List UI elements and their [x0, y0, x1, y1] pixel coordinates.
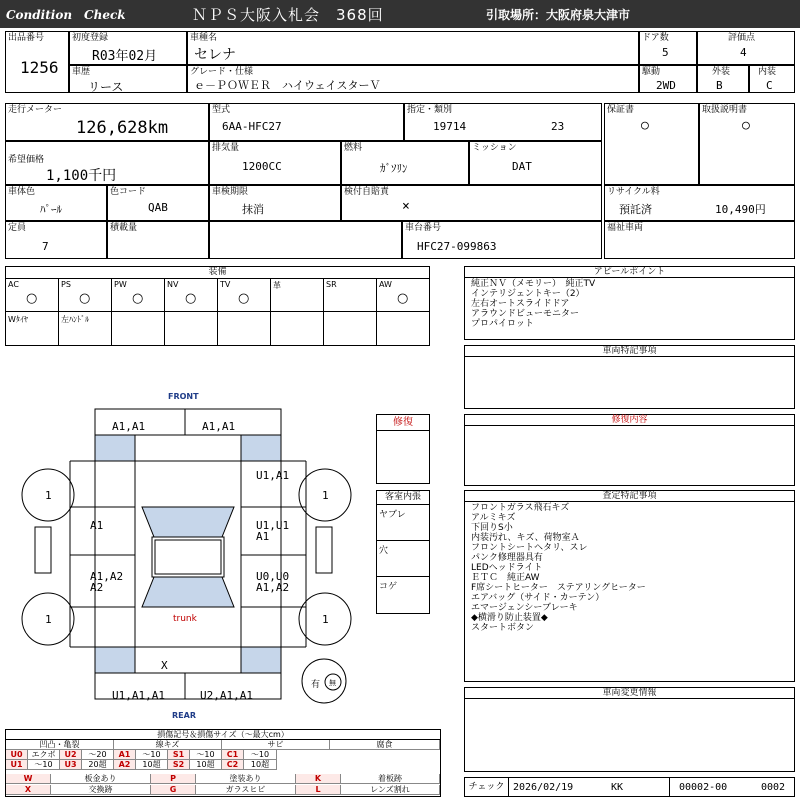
- panel-shade: [95, 435, 135, 461]
- changes-title: 車両変更情報: [465, 688, 794, 699]
- equipment-mark: ○: [185, 291, 197, 306]
- lot-number-cell: [5, 31, 69, 93]
- equipment-mark: ○: [238, 291, 250, 306]
- legend-panel: [5, 729, 441, 797]
- legend-desc: ～10: [190, 750, 222, 760]
- manual-cell: [699, 103, 795, 185]
- inspection-expiry: 抹消: [242, 203, 264, 216]
- equipment-code: PW: [114, 280, 127, 289]
- cabin-item-cell: [377, 505, 429, 541]
- recycle-cell: [604, 185, 795, 221]
- roof: [152, 537, 224, 577]
- equipment-title: 装備: [6, 267, 429, 279]
- interior-label: 内装: [758, 67, 777, 77]
- equipment-cell: [5, 278, 59, 312]
- load-label: 積載量: [110, 223, 138, 233]
- inspection-note-line: LEDヘッドライト: [471, 563, 543, 573]
- legend-code: U2: [60, 750, 82, 760]
- spare-tire-sub: 無: [329, 679, 336, 687]
- legend-header: 腐食: [330, 740, 440, 750]
- legend-desc: 10超: [244, 760, 277, 770]
- inspection-note-line: ◆横滑り防止装置◆: [471, 613, 548, 623]
- damage-mark: U0,U0: [256, 570, 290, 583]
- legend-desc: 10超: [190, 760, 222, 770]
- legend-code: A2: [114, 760, 136, 770]
- history-label: 車歴: [72, 67, 91, 77]
- inspection-note-line: エアバッグ（サイド・カーテン）: [471, 593, 605, 603]
- inspection-note-line: スタートボタン: [471, 623, 535, 633]
- fuel-label: 燃料: [344, 143, 363, 153]
- changes-panel: [464, 687, 795, 772]
- mileage-label: 走行メーター: [8, 105, 63, 115]
- insurance-mark: ×: [402, 199, 410, 214]
- wheel-mark: 1: [322, 613, 329, 626]
- legend-code: G: [151, 785, 196, 795]
- equipment-code: 革: [273, 281, 281, 290]
- damage-mark: A1: [90, 519, 104, 532]
- welfare-label: 福祉車両: [607, 223, 644, 233]
- check-label: チェック: [465, 778, 509, 796]
- color-code-cell: [107, 185, 209, 221]
- mission-label: ミッション: [472, 143, 517, 153]
- equipment-extra: Wﾀｲﾔ: [8, 315, 28, 324]
- capacity-label: 定員: [8, 223, 27, 233]
- auction-title: ＮＰＳ大阪入札会 368回: [192, 6, 384, 24]
- equipment-extra-cell: [217, 311, 271, 346]
- chassis-number: HFC27-099863: [417, 240, 497, 253]
- appeal-panel: [464, 266, 795, 340]
- grade-label: グレード・仕様: [190, 67, 254, 77]
- cabin-item-cell: [377, 577, 429, 613]
- equipment-code: PS: [61, 280, 71, 289]
- condition-check-title: Condition Check: [6, 8, 126, 22]
- exterior-cell: [697, 65, 749, 93]
- rear-label: REAR: [172, 711, 196, 720]
- equipment-extra-cell: [164, 311, 218, 346]
- appeal-line: アラウンドビューモニター: [471, 309, 580, 319]
- model-cell: [209, 103, 404, 141]
- lot-number: 1256: [20, 58, 59, 77]
- designation-number: 19714: [433, 120, 467, 133]
- body-color-label: 車体色: [8, 187, 36, 197]
- recycle-status: 預託済: [619, 203, 652, 216]
- drive: 2WD: [656, 79, 676, 92]
- equipment-code: SR: [326, 280, 337, 289]
- equipment-mark: ○: [79, 291, 91, 306]
- score: 4: [740, 46, 747, 59]
- inspection-note-line: アルミキズ: [471, 513, 516, 523]
- legend-header: サビ: [222, 740, 330, 750]
- check-code: 00002-00: [679, 782, 728, 793]
- fuel-cell: [341, 141, 469, 185]
- check-staff: KK: [611, 782, 624, 793]
- recycle-label: リサイクル料: [607, 187, 660, 197]
- chassis-label: 車台番号: [405, 223, 442, 233]
- rear-window-shade: [142, 577, 234, 607]
- check-number: 0002: [761, 782, 786, 793]
- doors-cell: [639, 31, 697, 65]
- inspection-note-line: エマージェンシーブレーキ: [471, 603, 578, 613]
- appeal-lines: [471, 279, 595, 329]
- windshield-shade: [142, 507, 234, 537]
- drive-cell: [639, 65, 697, 93]
- wheel-mark: 1: [45, 489, 52, 502]
- equipment-cell: [111, 278, 165, 312]
- category-number: 23: [551, 120, 565, 133]
- appeal-line: 左右オートスライドドア: [471, 299, 570, 309]
- warranty-cell: [604, 103, 699, 185]
- legend-header: 線キズ: [114, 740, 222, 750]
- panel-shade: [241, 647, 281, 673]
- cabin-title: 客室内張: [377, 491, 429, 505]
- header-bar: [0, 0, 800, 28]
- appeal-line: プロパイロット: [471, 319, 534, 329]
- check-date: 2026/02/19: [513, 782, 574, 793]
- mileage-cell: [5, 103, 209, 141]
- warranty-label: 保証書: [607, 105, 635, 115]
- legend-desc: 交換跡: [51, 785, 151, 795]
- grade: ｅ－ＰＯＷＥＲ ハイウェイスターＶ: [194, 79, 381, 92]
- equipment-code: NV: [167, 280, 179, 289]
- history: リース: [88, 80, 124, 94]
- trunk-label: trunk: [173, 614, 197, 624]
- special-title: 車両特記事項: [465, 346, 794, 357]
- equipment-extra-cell: [270, 311, 324, 346]
- damage-mark: A2: [90, 581, 104, 594]
- capacity-cell: [5, 221, 107, 259]
- spare-tire: [302, 659, 346, 703]
- equipment-cell: [376, 278, 430, 312]
- interior-cell: [749, 65, 795, 93]
- damage-mark: A1: [256, 530, 270, 543]
- cabin-item: ヤブレ: [379, 510, 406, 520]
- equipment-code: AW: [379, 280, 392, 289]
- appeal-line: インテリジェントキー（2）: [471, 289, 585, 299]
- legend-code: C1: [222, 750, 244, 760]
- interior-grade: C: [766, 79, 773, 92]
- lot-number-label: 出品番号: [8, 33, 45, 43]
- exterior-label: 外装: [712, 67, 731, 77]
- displacement-label: 排気量: [212, 143, 240, 153]
- equipment-extra-cell: [58, 311, 112, 346]
- damage-mark: U2,A1,A1: [200, 689, 253, 702]
- insurance-cell: [341, 185, 602, 221]
- damage-mark: U1,A1,A1: [112, 689, 165, 702]
- footer-bar: [464, 777, 795, 797]
- legend-desc: ガラスヒビ: [196, 785, 296, 795]
- damage-mark: U1,A1: [256, 469, 290, 482]
- fuel: ｶﾞｿﾘﾝ: [380, 162, 408, 175]
- welfare-cell: [604, 221, 795, 259]
- first-registration-cell: [69, 31, 187, 65]
- legend-code: S2: [168, 760, 190, 770]
- wheel-mark: 1: [45, 613, 52, 626]
- legend-code: U1: [6, 760, 28, 770]
- legend-code: C2: [222, 760, 244, 770]
- designation-label: 指定・類別: [407, 105, 453, 115]
- legend-code: U3: [60, 760, 82, 770]
- score-cell: [697, 31, 795, 65]
- inspection-note-line: フロントガラス飛石キズ: [471, 503, 570, 513]
- legend-desc: 着板跡: [341, 774, 440, 784]
- legend-code: X: [6, 785, 51, 795]
- price-cell: [5, 141, 209, 185]
- panel-shade: [95, 647, 135, 673]
- inspection-note-line: 内装汚れ、キズ、荷物室Ａ: [471, 533, 580, 543]
- legend-desc: ～20: [82, 750, 114, 760]
- damage-mark: A1,A1: [112, 420, 146, 433]
- legend-desc: 板金あり: [51, 774, 151, 784]
- legend-code: K: [296, 774, 341, 784]
- panel-shade: [241, 435, 281, 461]
- manual-label: 取扱説明書: [702, 105, 748, 115]
- body-color: ﾊﾟｰﾙ: [40, 203, 62, 216]
- wheel-mark: 1: [322, 489, 329, 502]
- equipment-cell: [270, 278, 324, 312]
- mirror-right: [316, 527, 332, 573]
- equipment-cell: [58, 278, 112, 312]
- legend-desc: ～10: [136, 750, 168, 760]
- equipment-cell: [323, 278, 377, 312]
- equipment-extra-cell: [376, 311, 430, 346]
- appeal-line: 純正ＮＶ（メモリー） 純正TV: [471, 279, 596, 289]
- equipment-mark: ○: [26, 291, 38, 306]
- inspection-note-line: フロントシートヘタリ、スレ: [471, 543, 588, 553]
- legend-code: U0: [6, 750, 28, 760]
- inspection-notes-panel: [464, 490, 795, 682]
- mileage: 126,628km: [76, 118, 169, 138]
- appeal-title: アピールポイント: [465, 267, 794, 278]
- legend-code: L: [296, 785, 341, 795]
- legend-desc: ～10: [244, 750, 277, 760]
- legend-desc: エクボ: [28, 750, 60, 760]
- blank-cell: [209, 221, 402, 259]
- price-label: 希望価格: [8, 155, 45, 165]
- equipment-code: AC: [8, 280, 19, 289]
- model-code: 6AA-HFC27: [222, 120, 282, 133]
- price: 1,100千円: [46, 168, 117, 184]
- damage-mark: X: [161, 659, 168, 672]
- pickup-location: 引取場所：大阪府泉大津市: [486, 8, 631, 22]
- legend-code: A1: [114, 750, 136, 760]
- equipment-cell: [217, 278, 271, 312]
- manual-mark: ○: [742, 118, 750, 133]
- legend-desc: 20超: [82, 760, 114, 770]
- insurance-label: 検付自賠責: [344, 187, 390, 197]
- cabin-item: 穴: [379, 546, 389, 556]
- color-code-label: 色コード: [110, 187, 147, 197]
- inspection-note-line: ＥＴＣ 純正AW: [471, 573, 540, 583]
- repair-content-title: 修復内容: [465, 415, 794, 426]
- inspection-note-line: 下回りS小: [471, 523, 513, 533]
- equipment-code: TV: [220, 280, 231, 289]
- damage-mark: A1,A1: [202, 420, 236, 433]
- legend-header: 凹凸・亀裂: [6, 740, 114, 750]
- inspection-cell: [209, 185, 341, 221]
- repair-box: [376, 414, 430, 484]
- damage-mark: A1,A2: [256, 581, 290, 594]
- mission: DAT: [512, 160, 532, 173]
- repair-content-panel: [464, 414, 795, 486]
- body-color-cell: [5, 185, 107, 221]
- recycle-fee: 10,490円: [715, 203, 766, 216]
- equipment-mark: ○: [132, 291, 144, 306]
- score-label: 評価点: [728, 33, 756, 43]
- designation-cell: [404, 103, 602, 141]
- spare-tire-label: 有: [311, 680, 321, 690]
- repair-label: 修復: [377, 415, 429, 431]
- front-label: FRONT: [168, 392, 199, 401]
- grade-cell: [187, 65, 639, 93]
- legend-title: 損傷記号＆損傷サイズ（～最大cm）: [6, 730, 440, 740]
- damage-mark: A1,A2: [90, 570, 124, 583]
- displacement: 1200CC: [242, 160, 282, 173]
- inspection-notes-title: 査定特記事項: [465, 491, 794, 502]
- legend-desc: レンズ割れ: [341, 785, 440, 795]
- equipment-mark: ○: [397, 291, 409, 306]
- inspection-note-line: パンク修理器具有: [471, 553, 543, 563]
- doors-label: ドア数: [642, 33, 669, 43]
- special-panel: [464, 345, 795, 409]
- inspection-label: 車検期限: [212, 187, 249, 197]
- chassis-cell: [402, 221, 602, 259]
- car-name-label: 車種名: [190, 33, 218, 43]
- history-cell: [69, 65, 187, 93]
- car-name-cell: [187, 31, 639, 65]
- equipment-panel: [5, 266, 430, 346]
- inspection-note-line: F席シートヒーター ステアリングヒーター: [471, 583, 646, 593]
- legend-code: W: [6, 774, 51, 784]
- load-cell: [107, 221, 209, 259]
- cabin-item: コゲ: [379, 582, 398, 592]
- exterior-grade: B: [716, 79, 723, 92]
- cabin-item-cell: [377, 541, 429, 577]
- equipment-extra-cell: [5, 311, 59, 346]
- legend-desc: ～10: [28, 760, 60, 770]
- color-code: QAB: [148, 201, 168, 214]
- equipment-cell: [164, 278, 218, 312]
- equipment-extra: 左ﾊﾝﾄﾞﾙ: [61, 315, 89, 324]
- drive-label: 駆動: [642, 67, 661, 77]
- mirror-left: [35, 527, 51, 573]
- mission-cell: [469, 141, 602, 185]
- inspection-notes-lines: [471, 503, 646, 633]
- model-label: 型式: [212, 105, 231, 115]
- car-name: セレナ: [194, 47, 236, 63]
- doors: 5: [662, 46, 669, 59]
- damage-mark: U1,U1: [256, 519, 290, 532]
- cabin-box: [376, 490, 430, 614]
- equipment-extra-cell: [111, 311, 165, 346]
- legend-code: S1: [168, 750, 190, 760]
- legend-desc: 10超: [136, 760, 168, 770]
- capacity: 7: [42, 240, 49, 253]
- legend-code: P: [151, 774, 196, 784]
- displacement-cell: [209, 141, 341, 185]
- legend-desc: 塗装あり: [196, 774, 296, 784]
- equipment-extra-cell: [323, 311, 377, 346]
- first-registration: R03年02月: [92, 49, 158, 64]
- warranty-mark: ○: [641, 118, 649, 133]
- first-registration-label: 初度登録: [72, 33, 109, 43]
